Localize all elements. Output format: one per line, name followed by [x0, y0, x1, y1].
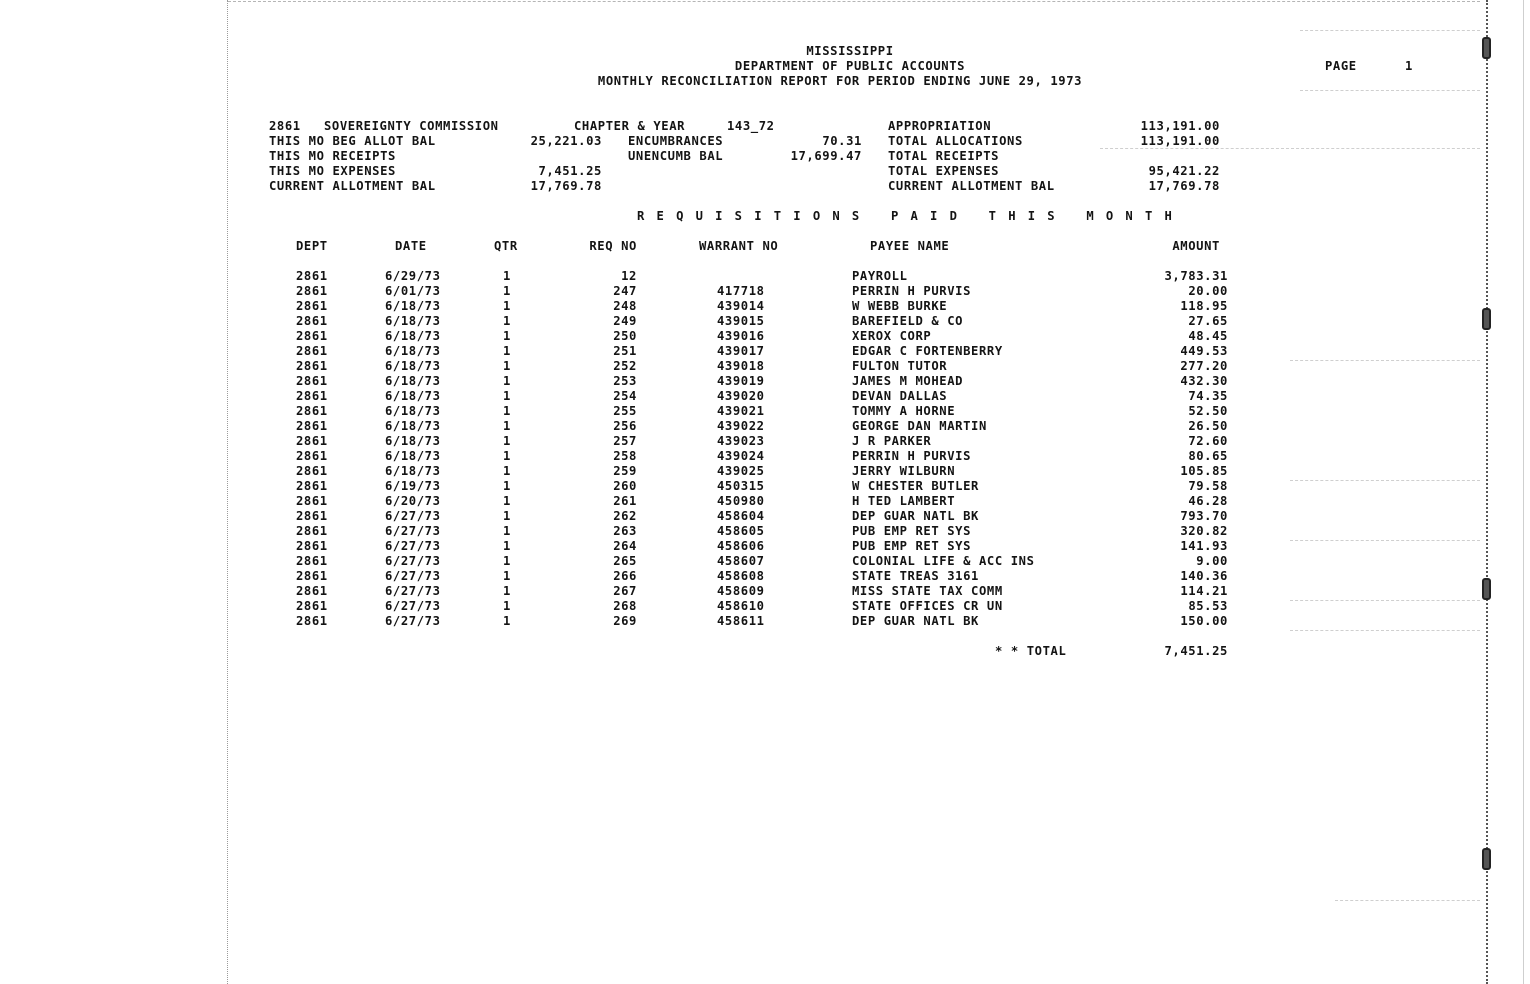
- cell-req-no: 267: [613, 584, 637, 598]
- cell-dept: 2861: [296, 479, 328, 493]
- cell-amount: 793.70: [1180, 509, 1228, 523]
- cell-payee: PERRIN H PURVIS: [852, 449, 972, 463]
- cell-payee: PAYROLL: [852, 269, 908, 283]
- cell-amount: 320.82: [1180, 524, 1228, 538]
- cell-amount: 118.95: [1180, 299, 1228, 313]
- cell-qtr: 1: [503, 314, 511, 328]
- table-row: [0, 329, 1530, 344]
- cell-amount: 9.00: [1196, 554, 1228, 568]
- summary-value: 25,221.03: [530, 134, 602, 148]
- cell-date: 6/18/73: [385, 299, 441, 313]
- cell-amount: 105.85: [1180, 464, 1228, 478]
- summary-value: 7,451.25: [538, 164, 602, 178]
- table-row: [0, 419, 1530, 434]
- table-row: [0, 404, 1530, 419]
- chapter-label: CHAPTER & YEAR: [574, 119, 686, 133]
- summary-value: 95,421.22: [1148, 164, 1220, 178]
- cell-req-no: 261: [613, 494, 637, 508]
- cell-req-no: 12: [621, 269, 637, 283]
- cell-qtr: 1: [503, 494, 511, 508]
- cell-date: 6/27/73: [385, 554, 441, 568]
- cell-qtr: 1: [503, 344, 511, 358]
- cell-req-no: 251: [613, 344, 637, 358]
- cell-payee: JAMES M MOHEAD: [852, 374, 964, 388]
- cell-payee: W WEBB BURKE: [852, 299, 948, 313]
- table-row: [0, 464, 1530, 479]
- col-header-amount: AMOUNT: [1172, 239, 1220, 253]
- cell-req-no: 269: [613, 614, 637, 628]
- summary-label: CURRENT ALLOTMENT BAL: [269, 179, 436, 193]
- table-row: [0, 494, 1530, 509]
- cell-dept: 2861: [296, 389, 328, 403]
- cell-qtr: 1: [503, 569, 511, 583]
- table-row: [0, 569, 1530, 584]
- cell-dept: 2861: [296, 464, 328, 478]
- total-value: 7,451.25: [1164, 644, 1228, 658]
- total-label: * * TOTAL: [995, 644, 1067, 658]
- cell-amount: 80.65: [1188, 449, 1228, 463]
- table-row: [0, 284, 1530, 299]
- print-artifact-line: [1300, 90, 1480, 92]
- cell-req-no: 260: [613, 479, 637, 493]
- cell-payee: GEORGE DAN MARTIN: [852, 419, 987, 433]
- page-label: PAGE: [1325, 59, 1357, 73]
- cell-date: 6/27/73: [385, 584, 441, 598]
- cell-qtr: 1: [503, 554, 511, 568]
- cell-date: 6/18/73: [385, 419, 441, 433]
- summary-label: THIS MO EXPENSES: [269, 164, 396, 178]
- cell-payee: STATE OFFICES CR UN: [852, 599, 1003, 613]
- cell-warrant-no: 458608: [717, 569, 765, 583]
- cell-req-no: 256: [613, 419, 637, 433]
- cell-req-no: 254: [613, 389, 637, 403]
- print-artifact-line: [1335, 900, 1480, 902]
- col-header-payee: PAYEE NAME: [870, 239, 950, 253]
- cell-payee: W CHESTER BUTLER: [852, 479, 979, 493]
- report-department: DEPARTMENT OF PUBLIC ACCOUNTS: [734, 59, 966, 73]
- cell-amount: 79.58: [1188, 479, 1228, 493]
- cell-payee: JERRY WILBURN: [852, 464, 956, 478]
- cell-payee: BAREFIELD & CO: [852, 314, 964, 328]
- cell-qtr: 1: [503, 359, 511, 373]
- table-row: [0, 359, 1530, 374]
- cell-warrant-no: 450315: [717, 479, 765, 493]
- cell-warrant-no: 439019: [717, 374, 765, 388]
- cell-dept: 2861: [296, 449, 328, 463]
- cell-dept: 2861: [296, 314, 328, 328]
- summary-value: 17,769.78: [1148, 179, 1220, 193]
- cell-amount: 26.50: [1188, 419, 1228, 433]
- cell-amount: 20.00: [1188, 284, 1228, 298]
- table-row: [0, 524, 1530, 539]
- dept-name: SOVEREIGNTY COMMISSION: [324, 119, 499, 133]
- cell-date: 6/18/73: [385, 464, 441, 478]
- cell-dept: 2861: [296, 614, 328, 628]
- summary-label: APPROPRIATION: [888, 119, 992, 133]
- table-row: [0, 584, 1530, 599]
- cell-qtr: 1: [503, 284, 511, 298]
- cell-dept: 2861: [296, 524, 328, 538]
- cell-req-no: 265: [613, 554, 637, 568]
- cell-warrant-no: 458609: [717, 584, 765, 598]
- cell-warrant-no: 439025: [717, 464, 765, 478]
- cell-payee: DEP GUAR NATL BK: [852, 614, 979, 628]
- cell-dept: 2861: [296, 344, 328, 358]
- summary-value: 17,699.47: [790, 149, 862, 163]
- cell-req-no: 258: [613, 449, 637, 463]
- section-title: REQUISITIONS PAID THIS MONTH: [637, 209, 1185, 223]
- cell-payee: J R PARKER: [852, 434, 932, 448]
- cell-date: 6/27/73: [385, 599, 441, 613]
- table-row: [0, 314, 1530, 329]
- cell-dept: 2861: [296, 539, 328, 553]
- cell-req-no: 253: [613, 374, 637, 388]
- cell-payee: TOMMY A HORNE: [852, 404, 956, 418]
- cell-warrant-no: 458611: [717, 614, 765, 628]
- cell-qtr: 1: [503, 584, 511, 598]
- cell-amount: 46.28: [1188, 494, 1228, 508]
- cell-req-no: 262: [613, 509, 637, 523]
- page-number: 1: [1405, 59, 1413, 73]
- cell-warrant-no: 439023: [717, 434, 765, 448]
- dept-code: 2861: [269, 119, 301, 133]
- binder-hole-icon: [1482, 37, 1491, 59]
- cell-payee: STATE TREAS 3161: [852, 569, 979, 583]
- summary-label: UNENCUMB BAL: [628, 149, 724, 163]
- table-row: [0, 614, 1530, 629]
- cell-amount: 72.60: [1188, 434, 1228, 448]
- cell-amount: 85.53: [1188, 599, 1228, 613]
- cell-warrant-no: 439022: [717, 419, 765, 433]
- cell-warrant-no: 458605: [717, 524, 765, 538]
- cell-date: 6/18/73: [385, 389, 441, 403]
- cell-dept: 2861: [296, 584, 328, 598]
- table-row: [0, 299, 1530, 314]
- cell-amount: 449.53: [1180, 344, 1228, 358]
- cell-req-no: 266: [613, 569, 637, 583]
- cell-dept: 2861: [296, 554, 328, 568]
- cell-req-no: 248: [613, 299, 637, 313]
- cell-date: 6/20/73: [385, 494, 441, 508]
- cell-qtr: 1: [503, 299, 511, 313]
- cell-qtr: 1: [503, 479, 511, 493]
- summary-label: CURRENT ALLOTMENT BAL: [888, 179, 1055, 193]
- cell-qtr: 1: [503, 329, 511, 343]
- cell-req-no: 259: [613, 464, 637, 478]
- cell-payee: PUB EMP RET SYS: [852, 524, 972, 538]
- cell-amount: 74.35: [1188, 389, 1228, 403]
- table-row: [0, 539, 1530, 554]
- cell-date: 6/27/73: [385, 539, 441, 553]
- cell-payee: FULTON TUTOR: [852, 359, 948, 373]
- table-row: [0, 389, 1530, 404]
- cell-req-no: 255: [613, 404, 637, 418]
- cell-qtr: 1: [503, 389, 511, 403]
- cell-warrant-no: 439020: [717, 389, 765, 403]
- cell-dept: 2861: [296, 419, 328, 433]
- cell-dept: 2861: [296, 329, 328, 343]
- print-artifact-line: [1300, 30, 1480, 32]
- cell-qtr: 1: [503, 419, 511, 433]
- cell-amount: 432.30: [1180, 374, 1228, 388]
- cell-dept: 2861: [296, 284, 328, 298]
- cell-qtr: 1: [503, 404, 511, 418]
- cell-date: 6/27/73: [385, 614, 441, 628]
- cell-amount: 150.00: [1180, 614, 1228, 628]
- table-row: [0, 509, 1530, 524]
- cell-amount: 277.20: [1180, 359, 1228, 373]
- cell-date: 6/18/73: [385, 344, 441, 358]
- cell-warrant-no: 439018: [717, 359, 765, 373]
- cell-amount: 114.21: [1180, 584, 1228, 598]
- cell-amount: 27.65: [1188, 314, 1228, 328]
- cell-qtr: 1: [503, 464, 511, 478]
- cell-date: 6/27/73: [385, 569, 441, 583]
- table-row: [0, 269, 1530, 284]
- paper-top-edge: [228, 1, 1480, 3]
- cell-warrant-no: 439014: [717, 299, 765, 313]
- cell-qtr: 1: [503, 374, 511, 388]
- cell-date: 6/18/73: [385, 404, 441, 418]
- cell-qtr: 1: [503, 434, 511, 448]
- summary-label: THIS MO BEG ALLOT BAL: [269, 134, 436, 148]
- cell-date: 6/27/73: [385, 524, 441, 538]
- cell-amount: 141.93: [1180, 539, 1228, 553]
- cell-payee: EDGAR C FORTENBERRY: [852, 344, 1003, 358]
- summary-value: 113,191.00: [1140, 134, 1220, 148]
- summary-value: 70.31: [822, 134, 862, 148]
- summary-label: THIS MO RECEIPTS: [269, 149, 396, 163]
- cell-date: 6/19/73: [385, 479, 441, 493]
- summary-value: 113,191.00: [1140, 119, 1220, 133]
- table-row: [0, 554, 1530, 569]
- cell-req-no: 263: [613, 524, 637, 538]
- col-header-qtr: QTR: [494, 239, 518, 253]
- cell-req-no: 250: [613, 329, 637, 343]
- cell-dept: 2861: [296, 269, 328, 283]
- cell-payee: DEP GUAR NATL BK: [852, 509, 979, 523]
- cell-amount: 3,783.31: [1164, 269, 1228, 283]
- cell-warrant-no: 417718: [717, 284, 765, 298]
- cell-dept: 2861: [296, 299, 328, 313]
- col-header-dept: DEPT: [296, 239, 328, 253]
- cell-dept: 2861: [296, 359, 328, 373]
- cell-warrant-no: 458606: [717, 539, 765, 553]
- cell-req-no: 268: [613, 599, 637, 613]
- table-row: [0, 344, 1530, 359]
- cell-dept: 2861: [296, 494, 328, 508]
- cell-qtr: 1: [503, 524, 511, 538]
- cell-dept: 2861: [296, 509, 328, 523]
- summary-value: 17,769.78: [530, 179, 602, 193]
- table-row: [0, 374, 1530, 389]
- cell-date: 6/18/73: [385, 434, 441, 448]
- cell-qtr: 1: [503, 599, 511, 613]
- cell-qtr: 1: [503, 509, 511, 523]
- cell-warrant-no: 458610: [717, 599, 765, 613]
- cell-warrant-no: 439017: [717, 344, 765, 358]
- cell-date: 6/18/73: [385, 314, 441, 328]
- cell-payee: PERRIN H PURVIS: [852, 284, 972, 298]
- cell-qtr: 1: [503, 269, 511, 283]
- cell-amount: 140.36: [1180, 569, 1228, 583]
- cell-warrant-no: 439024: [717, 449, 765, 463]
- cell-date: 6/29/73: [385, 269, 441, 283]
- cell-warrant-no: 439015: [717, 314, 765, 328]
- col-header-date: DATE: [395, 239, 427, 253]
- col-header-req-no: REQ NO: [589, 239, 637, 253]
- table-row: [0, 449, 1530, 464]
- cell-amount: 52.50: [1188, 404, 1228, 418]
- cell-date: 6/18/73: [385, 359, 441, 373]
- table-row: [0, 434, 1530, 449]
- cell-payee: MISS STATE TAX COMM: [852, 584, 1003, 598]
- cell-date: 6/27/73: [385, 509, 441, 523]
- cell-dept: 2861: [296, 569, 328, 583]
- summary-label: TOTAL EXPENSES: [888, 164, 1000, 178]
- cell-qtr: 1: [503, 614, 511, 628]
- cell-req-no: 264: [613, 539, 637, 553]
- cell-amount: 48.45: [1188, 329, 1228, 343]
- summary-label: TOTAL ALLOCATIONS: [888, 134, 1023, 148]
- cell-dept: 2861: [296, 434, 328, 448]
- cell-warrant-no: 458607: [717, 554, 765, 568]
- cell-req-no: 249: [613, 314, 637, 328]
- cell-warrant-no: 439021: [717, 404, 765, 418]
- cell-date: 6/18/73: [385, 449, 441, 463]
- print-artifact-line: [1290, 630, 1480, 632]
- cell-date: 6/01/73: [385, 284, 441, 298]
- cell-dept: 2861: [296, 404, 328, 418]
- report-state: MISSISSIPPI: [806, 44, 894, 58]
- cell-qtr: 1: [503, 539, 511, 553]
- chapter-value: 143_72: [727, 119, 775, 133]
- cell-payee: PUB EMP RET SYS: [852, 539, 972, 553]
- binder-hole-icon: [1482, 848, 1491, 870]
- cell-warrant-no: 450980: [717, 494, 765, 508]
- cell-warrant-no: 439016: [717, 329, 765, 343]
- col-header-warrant-no: WARRANT NO: [699, 239, 779, 253]
- cell-qtr: 1: [503, 449, 511, 463]
- cell-req-no: 257: [613, 434, 637, 448]
- cell-req-no: 252: [613, 359, 637, 373]
- cell-payee: H TED LAMBERT: [852, 494, 956, 508]
- summary-label: ENCUMBRANCES: [628, 134, 724, 148]
- table-row: [0, 479, 1530, 494]
- report-title: MONTHLY RECONCILIATION REPORT FOR PERIOD ENDING JUNE 29, 1973: [597, 74, 1083, 88]
- cell-dept: 2861: [296, 374, 328, 388]
- cell-date: 6/18/73: [385, 329, 441, 343]
- cell-req-no: 247: [613, 284, 637, 298]
- cell-payee: XEROX CORP: [852, 329, 932, 343]
- cell-warrant-no: 458604: [717, 509, 765, 523]
- cell-payee: DEVAN DALLAS: [852, 389, 948, 403]
- summary-label: TOTAL RECEIPTS: [888, 149, 1000, 163]
- table-row: [0, 599, 1530, 614]
- cell-date: 6/18/73: [385, 374, 441, 388]
- cell-payee: COLONIAL LIFE & ACC INS: [852, 554, 1035, 568]
- cell-dept: 2861: [296, 599, 328, 613]
